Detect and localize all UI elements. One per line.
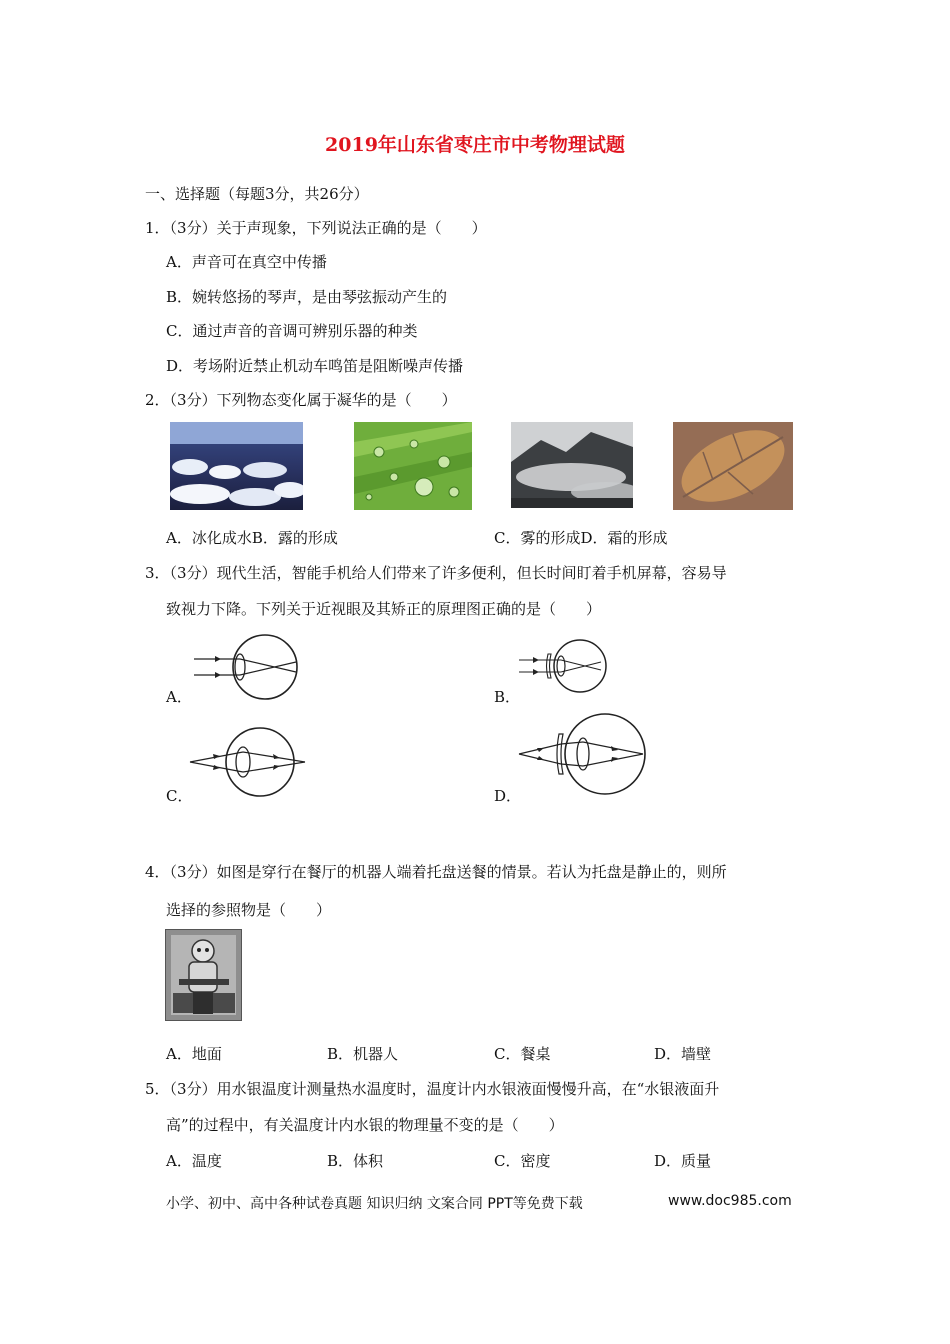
q4-option-c: C．餐桌 bbox=[494, 1045, 551, 1063]
q1-option-c: C．通过声音的音调可辨别乐器的种类 bbox=[166, 322, 418, 340]
q3-label-b: B． bbox=[494, 688, 521, 706]
q4-stem-line2: 选择的参照物是（ ） bbox=[166, 901, 332, 919]
q4-option-d: D．墙壁 bbox=[654, 1045, 712, 1063]
q5-option-d: D．质量 bbox=[654, 1152, 712, 1170]
eye-diagram-d bbox=[515, 712, 650, 798]
q3-stem-line2: 致视力下降。下列关于近视眼及其矫正的原理图正确的是（ ） bbox=[166, 600, 602, 618]
dew-photo bbox=[354, 422, 472, 510]
q3-label-c: C． bbox=[166, 787, 193, 805]
q4-stem-line1: 4．（3分）如图是穿行在餐厅的机器人端着托盘送餐的情景。若认为托盘是静止的，则所 bbox=[145, 863, 727, 881]
section-heading: 一、选择题（每题3分，共26分） bbox=[145, 185, 369, 203]
robot-photo bbox=[165, 929, 242, 1021]
q1-option-a: A．声音可在真空中传播 bbox=[166, 253, 327, 271]
q5-stem-line2: 高”的过程中，有关温度计内水银的物理量不变的是（ ） bbox=[166, 1116, 564, 1134]
q1-option-d: D．考场附近禁止机动车鸣笛是阻断噪声传播 bbox=[166, 357, 464, 375]
q3-label-a: A． bbox=[166, 688, 192, 706]
q3-stem-line1: 3．（3分）现代生活，智能手机给人们带来了许多便利，但长时间盯着手机屏幕，容易导 bbox=[145, 564, 727, 582]
fog-photo bbox=[511, 422, 633, 508]
q1-option-b: B．婉转悠扬的琴声，是由琴弦振动产生的 bbox=[166, 288, 448, 306]
q5-option-a: A．温度 bbox=[166, 1152, 222, 1170]
ice-photo bbox=[170, 422, 303, 510]
page-title: 2019年山东省枣庄市中考物理试题 bbox=[325, 134, 625, 156]
q5-option-c: C．密度 bbox=[494, 1152, 551, 1170]
eye-diagram-a bbox=[190, 632, 305, 702]
q5-stem-line1: 5．（3分）用水银温度计测量热水温度时，温度计内水银液面慢慢升高，在“水银液面升 bbox=[145, 1080, 720, 1098]
footer-website-link[interactable]: www.doc985.com bbox=[668, 1193, 792, 1209]
q4-option-b: B．机器人 bbox=[327, 1045, 399, 1063]
q4-option-a: A．地面 bbox=[166, 1045, 222, 1063]
footer-text: 小学、初中、高中各种试卷真题 知识归纳 文案合同 PPT等免费下载 bbox=[166, 1196, 583, 1212]
q2-options-ab: A．冰化成水B．露的形成 bbox=[166, 529, 338, 547]
q1-stem: 1．（3分）关于声现象，下列说法正确的是（ ） bbox=[145, 219, 487, 237]
eye-diagram-c bbox=[185, 722, 310, 798]
frost-photo bbox=[673, 422, 793, 510]
q2-stem: 2．（3分）下列物态变化属于凝华的是（ ） bbox=[145, 391, 457, 409]
eye-diagram-b bbox=[515, 636, 610, 696]
q2-options-cd: C．雾的形成D．霜的形成 bbox=[494, 529, 668, 547]
q3-label-d: D． bbox=[494, 787, 522, 805]
q5-option-b: B．体积 bbox=[327, 1152, 384, 1170]
